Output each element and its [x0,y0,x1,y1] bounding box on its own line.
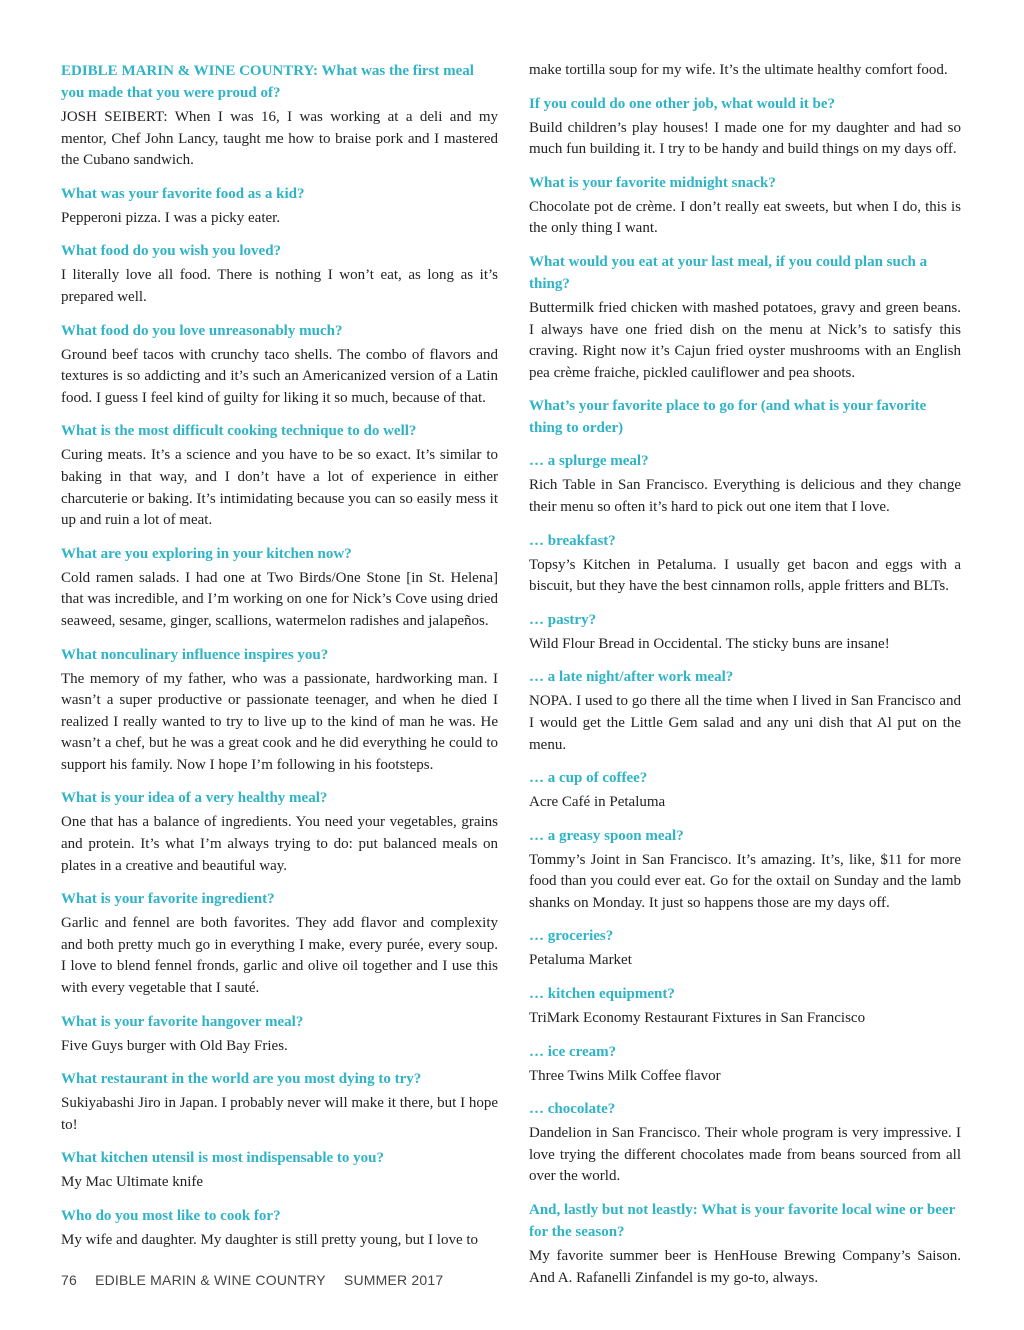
qa-exploring-kitchen [61,543,498,633]
question: What is your favorite ingredient? [61,891,275,908]
answer: Ground beef tacos with crunchy taco shells. The combo of flavors and textures is so addicting and it’s such an Americanized version of a Latin food. I guess I feel kind of guilty for liking it so much, because of that. [61,346,498,406]
answer: Garlic and fennel are both favorites. They add flavor and complexity and both pretty much go in everything I make, every purée, every soup. I love to blend fennel fronds, garlic and olive oil together and I use this with every vegetable that I sauté. [61,915,498,997]
answer: One that has a balance of ingredients. You need your vegetables, grains and protein. It’s what I’m always trying to do: put balanced meals on plates in a creative and beautiful way. [61,814,498,874]
qa-difficult-technique [61,420,498,531]
qa-hangover-meal [61,1011,498,1058]
place-coffee [529,767,961,814]
answer: I literally love all food. There is nothing I won’t eat, as long as it’s prepared well. [61,267,498,305]
answer: Curing meats. It’s a science and you have to be so exact. It’s similar to baking in that way, and I don’t have a lot of experience in either charcuterie or baking. It’s intimidating because you can so easily mess it up and ruin a lot of meat. [61,447,498,529]
answer: Five Guys burger with Old Bay Fries. [61,1037,288,1054]
qa-food-wish-loved [61,240,498,308]
question: What was your favorite food as a kid? [61,185,305,202]
place-greasy-spoon [529,825,961,915]
answer: Wild Flour Bread in Occidental. The sticky buns are insane! [529,635,890,652]
question: … breakfast? [529,532,616,549]
question: What food do you love unreasonably much? [61,322,343,339]
answer: Build children’s play houses! I made one for my daughter and had so much fun building it. I try to be handy and build things on my days off. [529,119,961,158]
answer: The memory of my father, who was a passionate, hardworking man. I wasn’t a super productive or passionate teenager, and when he died I realized I really wanted to try to live up to the kind of man he was. He wasn’t a chef, but he was a great cook and he did everything he could to support his family. Now I hope I’m following in his footsteps. [61,670,498,773]
question: What is the most difficult cooking technique to do well? [61,423,417,440]
qa-last-meal [529,251,961,384]
answer: Dandelion in San Francisco. Their whole program is very impressive. I love trying the different chocolates made from beans sourced from all over the world. [529,1125,961,1185]
question: … kitchen equipment? [529,986,675,1003]
question: What is your favorite hangover meal? [61,1013,304,1030]
favorite-places-heading: What’s your favorite place to go for (and what is your favorite thing to order) [529,398,927,437]
qa-healthy-meal [61,787,498,877]
qa-favorite-ingredient [61,888,498,999]
place-late-night [529,666,961,756]
answer: Topsy’s Kitchen in Petaluma. I usually get bacon and eggs with a biscuit, but they have the best cinnamon rolls, apple fritters and BLTs. [529,556,961,595]
question: What would you eat at your last meal, if you could plan such a thing? [529,253,928,292]
page-number: 76 [61,1272,77,1288]
question: Who do you most like to cook for? [61,1208,281,1224]
qa-cook-for [61,1205,498,1252]
answer: My Mac Ultimate knife [61,1174,204,1191]
answer: My favorite summer beer is HenHouse Brewing Company’s Saison. And A. Rafanelli Zinfandel is my go-to, always. [529,1248,961,1286]
intro-answer: JOSH SEIBERT: When I was 16, I was working at a deli and my mentor, Chef John Lancy, taught me how to braise pork and I mastered the Cubano sandwich. [61,109,498,169]
place-ice-cream [529,1041,961,1088]
issue-label: SUMMER 2017 [343,1272,444,1288]
answer: Chocolate pot de crème. I don’t really eat sweets, but when I do, this is the only thing I want. [529,198,961,237]
left-column [61,60,498,1263]
question: What nonculinary influence inspires you? [61,646,329,663]
question: … a greasy spoon meal? [529,827,684,844]
question: What is your idea of a very healthy meal? [61,790,328,807]
qa-favorite-food-kid [61,183,498,230]
answer: Sukiyabashi Jiro in Japan. I probably never will make it there, but I hope to! [61,1095,498,1133]
question: What kitchen utensil is most indispensable to you? [61,1150,384,1167]
question: What restaurant in the world are you most dying to try? [61,1071,422,1088]
right-column [529,60,961,1300]
question: … ice cream? [529,1043,617,1060]
qa-other-job [529,93,961,161]
answer: Tommy’s Joint in San Francisco. It’s amazing. It’s, like, $11 for more food than you could ever eat. Go for the oxtail on Sunday and the lamb shanks on Monday. It just so happens those are my days off. [529,851,961,911]
place-pastry [529,609,961,656]
question: … a cup of coffee? [529,770,648,787]
question: … a splurge meal? [529,453,649,470]
favorite-places-heading-block [529,395,961,439]
answer: Petaluma Market [529,952,632,969]
place-groceries [529,925,961,972]
question: What are you exploring in your kitchen now? [61,545,352,562]
qa-final-wine-beer [529,1199,961,1289]
qa-restaurant-dying-to-try [61,1068,498,1136]
intro-qa [61,60,498,172]
place-chocolate [529,1098,961,1188]
question: What is your favorite midnight snack? [529,174,776,191]
answer: Buttermilk fried chicken with mashed potatoes, gravy and green beans. I always have one fried dish on the menu at Nick’s to satisfy this craving. Right now it’s Cajun fried oyster mushrooms with an English pea crème fraiche, pickled cauliflower and pea shoots. [529,299,961,381]
question: … chocolate? [529,1101,616,1118]
question: … a late night/after work meal? [529,669,734,686]
question: … groceries? [529,928,614,945]
qa-midnight-snack [529,172,961,240]
answer: Pepperoni pizza. I was a picky eater. [61,209,281,226]
answer: NOPA. I used to go there all the time when I lived in San Francisco and I would get the Little Gem salad and any uni dish that Al put on the menu. [529,693,961,753]
place-kitchen-equipment [529,983,961,1030]
question: If you could do one other job, what would it be? [529,95,836,112]
qa-food-love-unreasonably [61,320,498,410]
question: And, lastly but not leastly: What is your favorite local wine or beer for the season? [529,1202,955,1241]
question: … pastry? [529,611,597,628]
answer: Acre Café in Petaluma [529,794,666,811]
qa-nonculinary-influence [61,644,498,777]
place-breakfast [529,530,961,598]
answer: Three Twins Milk Coffee flavor [529,1067,721,1084]
answer: My wife and daughter. My daughter is still pretty young, but I love to [61,1232,479,1248]
intro-question: EDIBLE MARIN & WINE COUNTRY: What was the first meal you made that you were proud of? [61,63,474,101]
answer: Cold ramen salads. I had one at Two Birds/One Stone [in St. Helena] that was incredible, and I’m working on one for Nick’s Cove using dried seaweed, sesame, ginger, scallions, watermelon radishes and jalapeños. [61,569,498,629]
question: What food do you wish you loved? [61,243,282,260]
page-footer [61,1272,457,1288]
qa-kitchen-utensil [61,1147,498,1194]
continuation [529,60,961,82]
publication-name: EDIBLE MARIN & WINE COUNTRY [95,1272,326,1288]
answer: Rich Table in San Francisco. Everything is delicious and they change their menu so often it’s hard to pick out one item that I love. [529,477,961,515]
answer-continuation: make tortilla soup for my wife. It’s the ultimate healthy comfort food. [529,62,948,78]
answer: TriMark Economy Restaurant Fixtures in San Francisco [529,1010,866,1027]
place-splurge-meal [529,450,961,518]
